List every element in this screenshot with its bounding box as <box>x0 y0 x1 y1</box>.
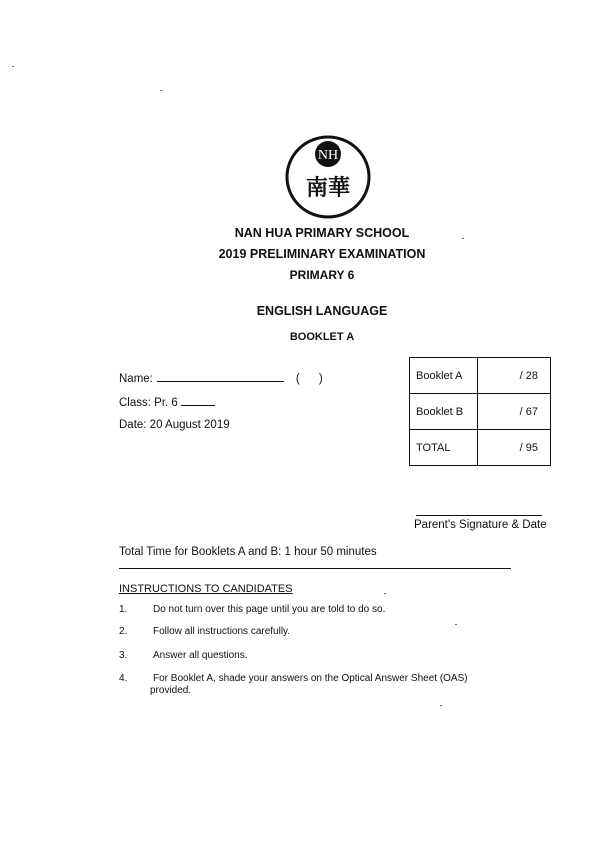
name-line[interactable] <box>157 371 284 382</box>
score-label: Booklet B <box>410 394 478 430</box>
logo-chinese: 南華 <box>305 176 351 201</box>
instruction-number: 3. <box>119 650 128 661</box>
scan-speck <box>462 238 464 239</box>
score-row <box>410 430 551 466</box>
level-title: PRIMARY 6 <box>289 268 355 282</box>
instruction-number: 2. <box>119 626 128 637</box>
instruction-text: Do not turn over this page until you are told to do so. <box>153 604 386 615</box>
score-label: Booklet A <box>410 358 478 394</box>
scan-speck <box>160 90 162 91</box>
scan-speck <box>440 705 442 706</box>
scan-speck <box>384 593 386 594</box>
subject-title: ENGLISH LANGUAGE <box>256 304 388 318</box>
class-line[interactable] <box>181 395 215 406</box>
score-row <box>410 358 551 394</box>
total-time: Total Time for Booklets A and B: 1 hour 50 minutes <box>119 546 377 558</box>
instruction-text: Answer all questions. <box>153 650 248 661</box>
register-number-brackets: ( ) <box>295 373 323 385</box>
scan-speck <box>455 624 457 625</box>
logo-initials: NH <box>317 148 339 163</box>
school-logo <box>284 134 372 220</box>
instruction-number: 1. <box>119 604 128 615</box>
score-table <box>409 357 551 466</box>
instruction-text: For Booklet A, shade your answers on the Optical Answer Sheet (OAS) <box>153 673 468 684</box>
name-field[interactable] <box>119 371 323 385</box>
scan-speck <box>12 66 14 67</box>
date-field: Date: 20 August 2019 <box>119 419 230 431</box>
score-value: / 28 <box>478 358 551 394</box>
class-label: Class: Pr. 6 <box>119 397 178 409</box>
divider <box>119 568 511 569</box>
signature-label: Parent's Signature & Date <box>414 519 547 531</box>
score-row <box>410 394 551 430</box>
score-value: / 67 <box>478 394 551 430</box>
instruction-number: 4. <box>119 673 128 684</box>
instruction-text-continued: provided. <box>150 685 192 696</box>
score-value: / 95 <box>478 430 551 466</box>
class-field[interactable] <box>119 395 215 409</box>
name-label: Name: <box>119 373 153 385</box>
signature-line[interactable] <box>416 515 542 516</box>
school-name: NAN HUA PRIMARY SCHOOL <box>234 226 410 240</box>
score-label: TOTAL <box>410 430 478 466</box>
exam-title: 2019 PRELIMINARY EXAMINATION <box>218 247 426 261</box>
instruction-text: Follow all instructions carefully. <box>153 626 291 637</box>
booklet-title: BOOKLET A <box>289 331 355 343</box>
instructions-heading: INSTRUCTIONS TO CANDIDATES <box>119 583 293 595</box>
